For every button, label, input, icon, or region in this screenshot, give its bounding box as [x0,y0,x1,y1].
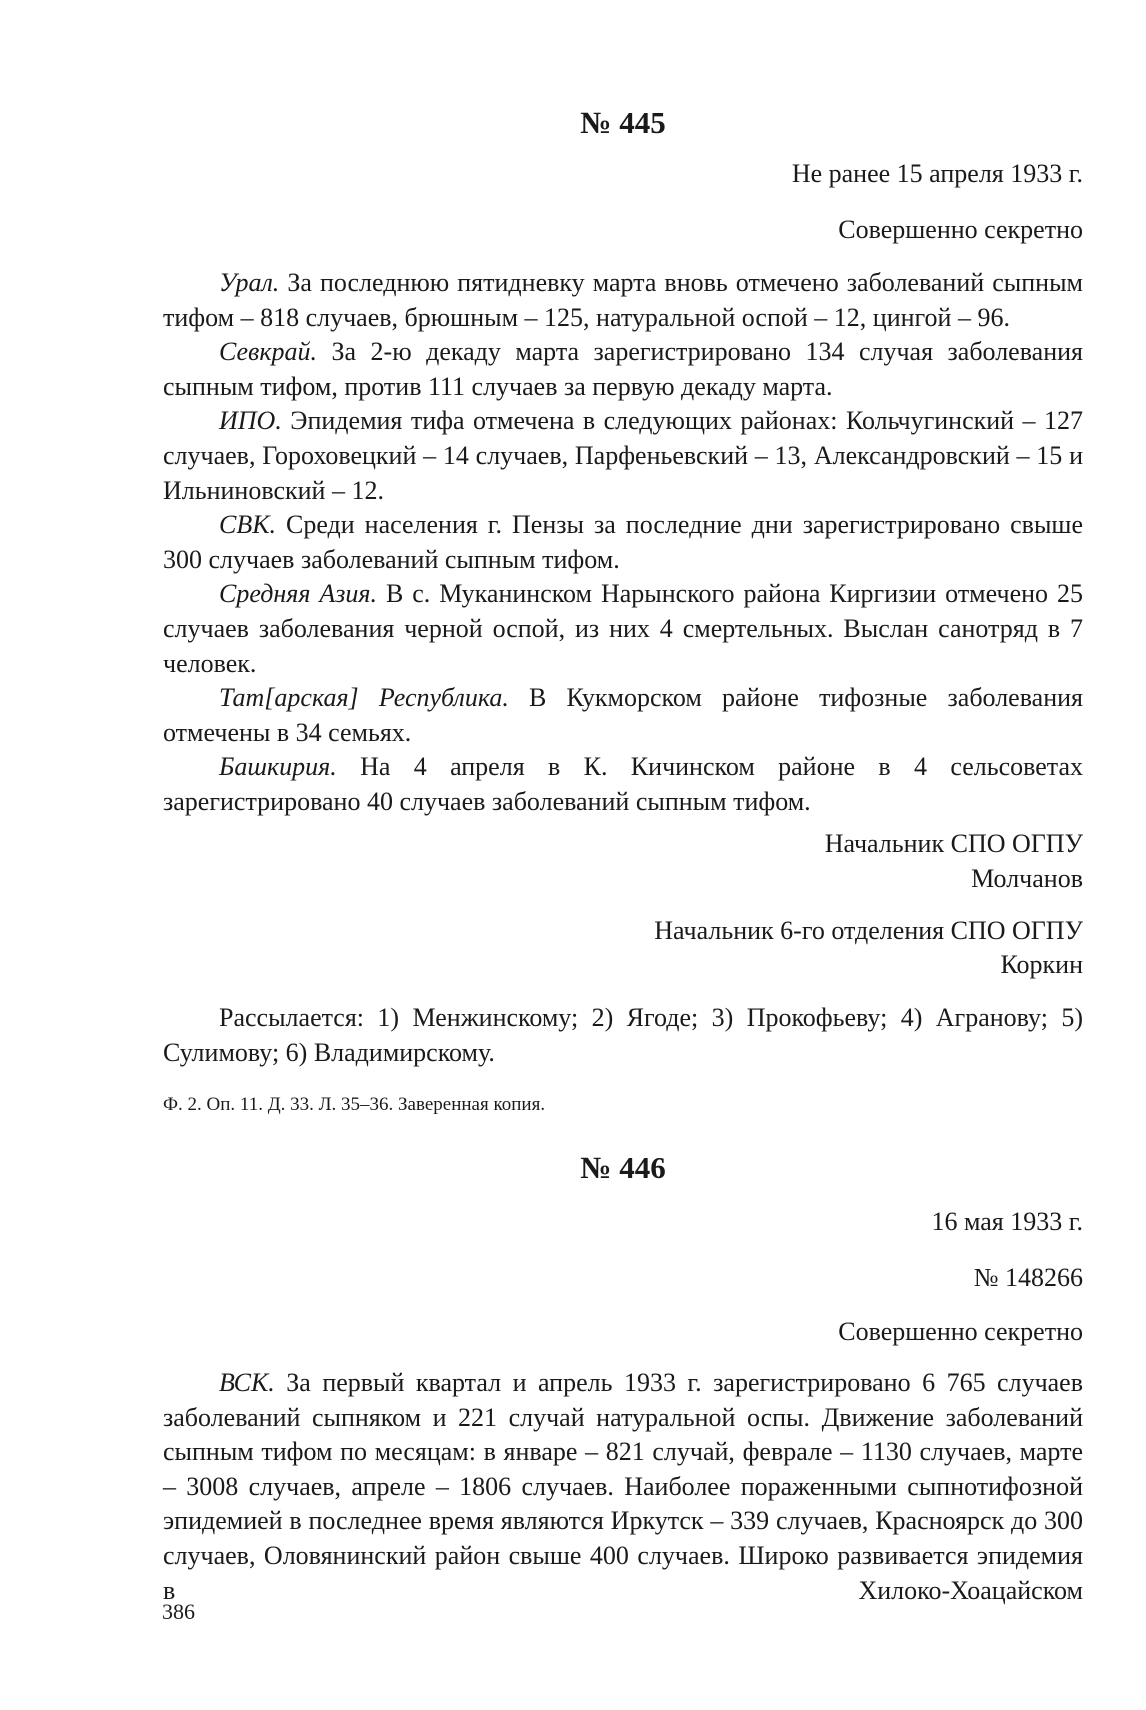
region-label: ИПО. [219,406,282,436]
archive-source [163,1092,1083,1118]
signature-2-title: Начальник 6-го отделения СПО ОГПУ [654,916,1083,945]
entry-ural [163,266,1083,335]
entry-text: За 2-ю декаду марта зарегистрировано 134 случая заболевания сыпным тифом, против 111 случаев за первую декаду марта. [163,337,1083,401]
distribution-block [163,1001,1083,1070]
entry-text: На 4 апреля в К. Кичинском районе в 4 сельсоветах зарегистрировано 40 случаев заболеваний сыпным тифом. [163,752,1083,816]
entry-text: За первый квартал и апрель 1933 г. зарегистрировано 6 765 случаев заболеваний сыпняком и 221 случай натуральной оспы. Движение заболеваний сыпным тифом по месяцам: в январе – 821 случай, феврале – 1130 случаев, марте – 3008 случаев, апреле – 1806 случаев. Наиболее пораженными сыпнотифозной эпидемией в последнее время являются Иркутск – 339 случаев, Красноярск до 300 случаев, Оловянинский район свыше 400 случаев. Широко развивается эпидемия в Хилоко-Хоацайском [163,1368,1083,1605]
doc-446-body [163,1366,1083,1608]
entry-sevkrai [163,335,1083,404]
signature-1-title: Начальник СПО ОГПУ [824,829,1083,858]
signature-1-name: Молчанов [971,864,1083,893]
doc-445-date: Не ранее 15 апреля 1933 г. [791,159,1083,188]
doc-446-date: 16 мая 1933 г. [931,1207,1083,1236]
distribution-list: Рассылается: 1) Менжинскому; 2) Ягоде; 3) Прокофьеву; 4) Агранову; 5) Сулимову; 6) Владимирскому. [163,1003,1083,1067]
region-label: Башкирия. [219,752,337,782]
region-label: Севкрай. [219,337,318,367]
region-label: ВСК. [219,1368,275,1397]
entry-svk [163,508,1083,577]
entry-text: В Кукморском районе тифозные заболевания отмечены в 34 семьях. [163,683,1083,747]
doc-446-number: № 446 [580,1150,666,1185]
region-label: Средняя Азия. [219,579,378,609]
entry-central-asia [163,577,1083,681]
region-label: СВК. [219,510,276,540]
doc-446-ref-number: № 148266 [973,1263,1083,1292]
entry-ipo [163,404,1083,508]
entry-text: В с. Муканинском Нарынского района Киргизии отмечено 25 случаев заболевания черной оспой, из них 4 смертельных. Выслан санотряд в 7 человек. [163,579,1083,678]
entry-bashkiria [163,750,1083,819]
archive-source-text: Ф. 2. Оп. 11. Д. 33. Л. 35–36. Заверенная копия. [163,1094,546,1115]
entry-vsk [163,1366,1083,1608]
region-label: Урал. [219,268,280,297]
entry-text: За последнюю пятидневку марта вновь отмечено заболеваний сыпным тифом – 818 случаев, брюшным – 125, натуральной оспой – 12, цингой – 96. [163,268,1083,332]
entry-tatar-republic [163,681,1083,750]
region-label: Тат[арская] Республика. [219,683,509,713]
doc-445-number: № 445 [580,105,666,140]
doc-446-classification: Совершенно секретно [838,1317,1083,1346]
doc-445-classification: Совершенно секретно [838,215,1083,244]
page-number: 386 [162,1599,195,1624]
entry-text: Среди населения г. Пензы за последние дни зарегистрировано свыше 300 случаев заболеваний сыпным тифом. [163,510,1083,574]
entry-text: Эпидемия тифа отмечена в следующих районах: Кольчугинский – 127 случаев, Гороховецкий – 14 случаев, Парфеньевский – 13, Александровский – 15 и Ильниновский – 12. [163,406,1083,505]
doc-445-body [163,266,1083,820]
signature-2-name: Коркин [1000,950,1083,979]
